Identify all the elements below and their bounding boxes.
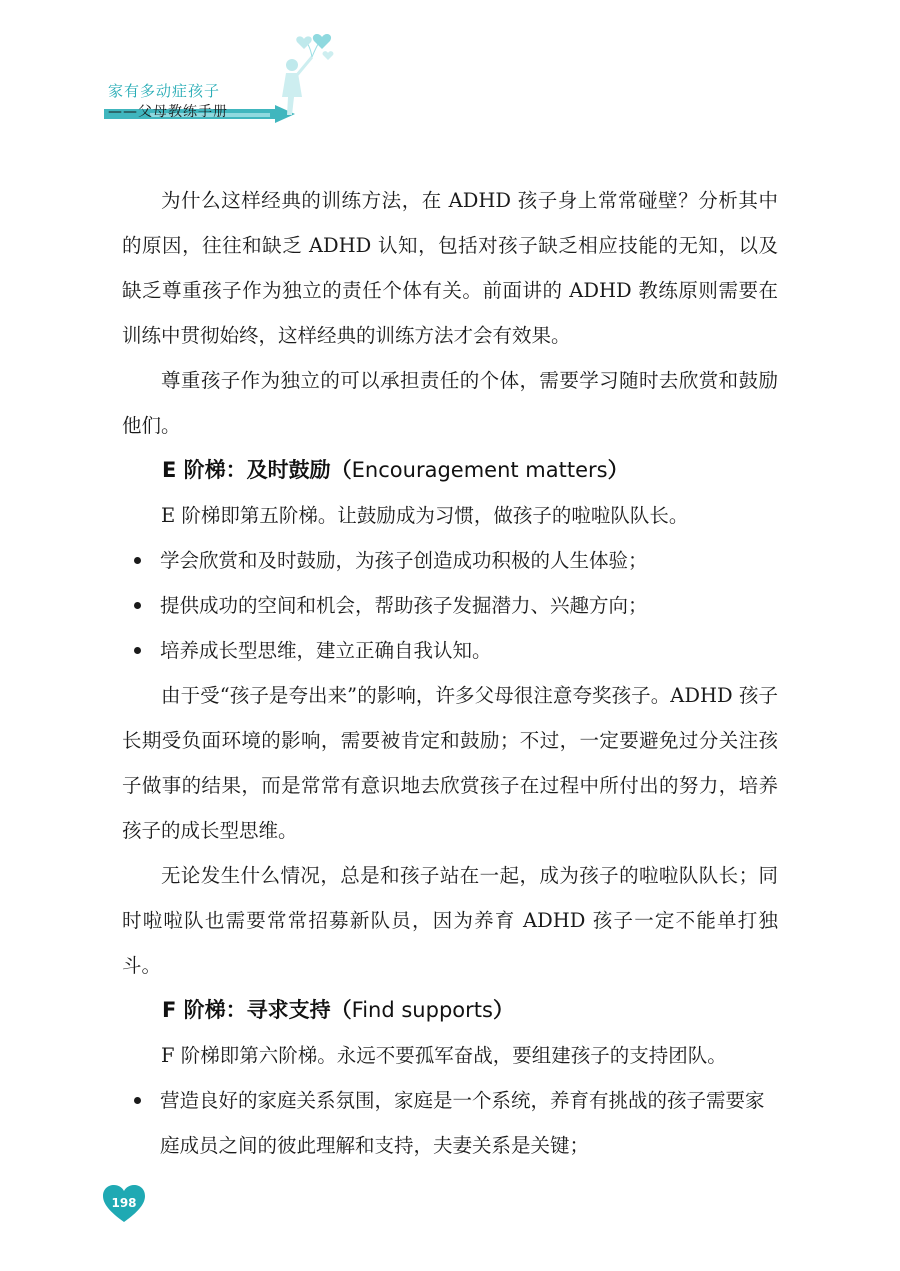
page-header: [0, 0, 900, 140]
list-item: [122, 538, 778, 583]
heading-e-cn: E 阶梯：及时鼓励（: [162, 458, 352, 482]
heading-e-close: ）: [607, 458, 629, 482]
bullet-icon: [134, 602, 141, 609]
paragraph-cheerleader: 无论发生什么情况，总是和孩子站在一起，成为孩子的啦啦队队长；同时啦啦队也需要常常招募新队员，因为养育 ADHD 孩子一定不能单打独斗。: [122, 864, 778, 977]
book-title: 家有多动症孩子: [108, 82, 221, 100]
list-item-text: 提供成功的空间和机会，帮助孩子发掘潜力、兴趣方向；: [160, 594, 648, 617]
section-heading-f: [122, 988, 778, 1033]
section-heading-e: [122, 448, 778, 493]
page-number: 198: [111, 1196, 137, 1210]
list-item-text: 营造良好的家庭关系氛围，家庭是一个系统，养育有挑战的孩子需要家庭成员之间的彼此理解和支持，夫妻关系是关键；: [160, 1089, 765, 1157]
bullet-icon: [134, 557, 141, 564]
list-item-text: 学会欣赏和及时鼓励，为孩子创造成功积极的人生体验；: [160, 549, 648, 572]
paragraph-praise: 由于受“孩子是夸出来”的影响，许多父母很注意夸奖孩子。ADHD 孩子长期受负面环境的影响，需要被肯定和鼓励；不过，一定要避免过分关注孩子做事的结果，而是常常有意识地去欣赏孩子在过程中所付出的努力，培养孩子的成长型思维。: [122, 684, 778, 842]
list-item: [122, 628, 778, 673]
page-body: [122, 178, 778, 1168]
list-item: [122, 1078, 778, 1168]
paragraph-e-intro: E 阶梯即第五阶梯。让鼓励成为习惯，做孩子的啦啦队队长。: [161, 504, 689, 527]
heading-e-en: Encouragement matters: [351, 458, 608, 482]
bullet-icon: [134, 1097, 141, 1104]
heading-f-en: Find supports: [351, 998, 493, 1022]
list-item-text: 培养成长型思维，建立正确自我认知。: [160, 639, 492, 662]
bullet-list-f: [122, 1078, 778, 1168]
bullet-list-e: [122, 538, 778, 673]
heading-f-cn: F 阶梯：寻求支持（: [162, 998, 352, 1022]
paragraph-f-intro: F 阶梯即第六阶梯。永远不要孤军奋战，要组建孩子的支持团队。: [161, 1044, 727, 1067]
list-item: [122, 583, 778, 628]
paragraph-intro: 为什么这样经典的训练方法，在 ADHD 孩子身上常常碰壁？分析其中的原因，往往和缺乏 ADHD 认知，包括对孩子缺乏相应技能的无知，以及缺乏尊重孩子作为独立的责任个体有关。前面讲的 ADHD 教练原则需要在训练中贯彻始终，这样经典的训练方法才会有效果。: [122, 189, 778, 347]
paragraph-respect: 尊重孩子作为独立的可以承担责任的个体，需要学习随时去欣赏和鼓励他们。: [122, 369, 778, 437]
heading-f-close: ）: [492, 998, 514, 1022]
bullet-icon: [134, 647, 141, 654]
book-subtitle: ——父母教练手册: [108, 104, 228, 120]
